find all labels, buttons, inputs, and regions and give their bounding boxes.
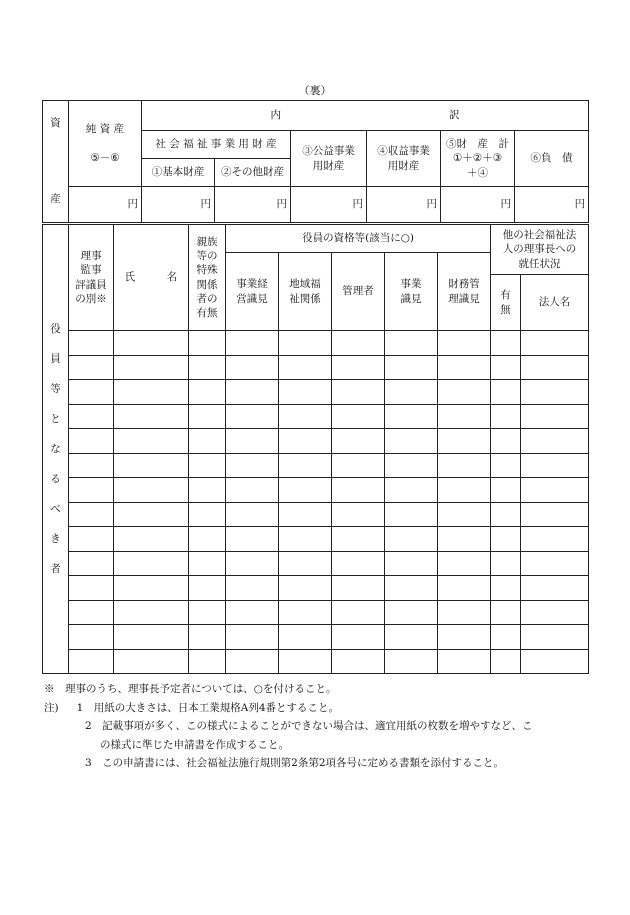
table-row (43, 404, 589, 429)
qualification-cell[interactable] (226, 453, 279, 478)
has-cell[interactable] (491, 404, 521, 429)
corp-name-cell[interactable] (521, 625, 589, 650)
relation-cell[interactable] (189, 404, 226, 429)
other-property-header: ②その他財産 (215, 159, 291, 187)
qualification-cell[interactable] (332, 380, 385, 405)
officers-side-label: 役 員 等 と な る べ き 者 (43, 225, 69, 674)
name-header: 氏 名 (114, 225, 189, 331)
qualification-header: 役員の資格等(該当に○) (226, 225, 491, 253)
qualification-cell[interactable] (438, 429, 491, 454)
name-cell[interactable] (114, 331, 189, 356)
qualification-cell[interactable] (226, 649, 279, 674)
total-property-header: ⑤財 産 計 ①＋②＋③ ＋④ (441, 131, 515, 187)
officer-table (42, 224, 589, 674)
table-row (43, 625, 589, 650)
role-cell[interactable] (69, 551, 114, 576)
relation-cell[interactable] (189, 576, 226, 601)
table-row (43, 331, 589, 356)
basic-property-header: ①基本財産 (142, 159, 215, 187)
qualification-cell[interactable] (438, 649, 491, 674)
net-assets-header: 純 資 産 ⑤－⑥ (69, 101, 142, 187)
qualification-cell[interactable] (332, 551, 385, 576)
qualification-cell[interactable] (385, 478, 438, 503)
qualification-cell[interactable] (226, 331, 279, 356)
corp-name-cell[interactable] (521, 600, 589, 625)
corp-name-cell[interactable] (521, 502, 589, 527)
qualification-cell[interactable] (332, 600, 385, 625)
qualification-cell[interactable] (279, 600, 332, 625)
has-cell[interactable] (491, 551, 521, 576)
relation-cell[interactable] (189, 502, 226, 527)
qualification-cell[interactable] (226, 625, 279, 650)
qualification-cell[interactable] (438, 355, 491, 380)
assets-side-label: 資 産 (43, 101, 69, 223)
role-cell[interactable] (69, 331, 114, 356)
has-cell[interactable] (491, 576, 521, 601)
table-row (43, 478, 589, 503)
has-cell[interactable] (491, 331, 521, 356)
yen-cell[interactable]: 円 (367, 187, 441, 223)
liabilities-header: ⑥負 債 (515, 131, 589, 187)
role-cell[interactable] (69, 404, 114, 429)
breakdown-header: 内 訳 (142, 101, 589, 131)
qualification-cell[interactable] (385, 429, 438, 454)
qualification-cell[interactable] (279, 355, 332, 380)
qualification-cell[interactable] (279, 331, 332, 356)
role-cell[interactable] (69, 625, 114, 650)
role-cell[interactable] (69, 527, 114, 552)
qualification-cell[interactable] (332, 355, 385, 380)
notes (44, 680, 604, 773)
corp-name-cell[interactable] (521, 404, 589, 429)
qualification-cell[interactable] (332, 625, 385, 650)
qualification-cell[interactable] (438, 380, 491, 405)
qualification-cell[interactable] (279, 404, 332, 429)
relation-cell[interactable] (189, 331, 226, 356)
role-cell[interactable] (69, 380, 114, 405)
qualification-cell[interactable] (332, 576, 385, 601)
qualification-cell[interactable] (332, 478, 385, 503)
name-cell[interactable] (114, 404, 189, 429)
relation-cell[interactable] (189, 600, 226, 625)
table-row (43, 502, 589, 527)
has-cell[interactable] (491, 453, 521, 478)
qualification-cell[interactable] (385, 355, 438, 380)
corp-name-cell[interactable] (521, 527, 589, 552)
qualification-cell[interactable] (226, 404, 279, 429)
qualification-cell[interactable] (438, 551, 491, 576)
yen-cell[interactable]: 円 (215, 187, 291, 223)
qualification-cell[interactable] (385, 576, 438, 601)
note-prefix: 注) (44, 701, 59, 714)
corp-name-cell[interactable] (521, 576, 589, 601)
role-cell[interactable] (69, 478, 114, 503)
has-cell[interactable] (491, 355, 521, 380)
qualification-financial-management: 財務管 理識見 (438, 253, 491, 331)
name-cell[interactable] (114, 453, 189, 478)
relation-cell[interactable] (189, 649, 226, 674)
qualification-cell[interactable] (279, 380, 332, 405)
qualification-cell[interactable] (332, 502, 385, 527)
name-cell[interactable] (114, 551, 189, 576)
has-cell[interactable] (491, 429, 521, 454)
yen-cell[interactable]: 円 (69, 187, 142, 223)
role-cell[interactable] (69, 649, 114, 674)
corp-name-cell[interactable] (521, 478, 589, 503)
qualification-cell[interactable] (438, 331, 491, 356)
has-header: 有 無 (491, 275, 521, 331)
welfare-property-header: 社 会 福 祉 事 業 用 財 産 (142, 131, 291, 159)
note-2: 2 記載事項が多く、この様式によることができない場合は、適宜用紙の枚数を増やすなど、こ (85, 720, 533, 732)
corp-name-cell[interactable] (521, 331, 589, 356)
role-cell[interactable] (69, 600, 114, 625)
name-cell[interactable] (114, 625, 189, 650)
table-row (43, 576, 589, 601)
has-cell[interactable] (491, 527, 521, 552)
relation-cell[interactable] (189, 355, 226, 380)
qualification-cell[interactable] (385, 404, 438, 429)
corp-name-cell[interactable] (521, 429, 589, 454)
page-title: （裏） (298, 84, 332, 97)
yen-cell[interactable]: 円 (441, 187, 515, 223)
relation-header: 親族 等の 特殊 関係 者の 有無 (189, 225, 226, 331)
qualification-cell[interactable] (385, 649, 438, 674)
qualification-cell[interactable] (438, 600, 491, 625)
qualification-cell[interactable] (438, 625, 491, 650)
corp-name-cell[interactable] (521, 453, 589, 478)
qualification-cell[interactable] (279, 576, 332, 601)
has-cell[interactable] (491, 380, 521, 405)
qualification-cell[interactable] (438, 527, 491, 552)
qualification-cell[interactable] (385, 502, 438, 527)
qualification-cell[interactable] (438, 502, 491, 527)
corp-name-header: 法人名 (521, 275, 589, 331)
qualification-cell[interactable] (438, 478, 491, 503)
qualification-cell[interactable] (279, 625, 332, 650)
name-cell[interactable] (114, 649, 189, 674)
relation-cell[interactable] (189, 453, 226, 478)
table-row (43, 380, 589, 405)
name-cell[interactable] (114, 600, 189, 625)
asset-table (42, 100, 589, 223)
name-cell[interactable] (114, 478, 189, 503)
qualification-cell[interactable] (279, 478, 332, 503)
qualification-cell[interactable] (332, 404, 385, 429)
qualification-cell[interactable] (385, 625, 438, 650)
note-1: 注) 1 用紙の大きさは、日本工業規格A列4番とすること。 (44, 701, 340, 714)
corp-name-cell[interactable] (521, 551, 589, 576)
corp-name-cell[interactable] (521, 380, 589, 405)
qualification-cell[interactable] (385, 527, 438, 552)
note-asterisk: ※ 理事のうち、理事長予定者については、○を付けること。 (44, 683, 337, 695)
qualification-cell[interactable] (385, 453, 438, 478)
corp-name-cell[interactable] (521, 355, 589, 380)
table-row (43, 355, 589, 380)
name-cell[interactable] (114, 527, 189, 552)
qualification-business-insight: 事業 識見 (385, 253, 438, 331)
qualification-cell[interactable] (438, 453, 491, 478)
corp-name-cell[interactable] (521, 649, 589, 674)
qualification-cell[interactable] (226, 576, 279, 601)
qualification-cell[interactable] (226, 551, 279, 576)
role-cell[interactable] (69, 453, 114, 478)
relation-cell[interactable] (189, 380, 226, 405)
qualification-cell[interactable] (385, 551, 438, 576)
qualification-cell[interactable] (226, 355, 279, 380)
qualification-cell[interactable] (226, 478, 279, 503)
has-cell[interactable] (491, 478, 521, 503)
qualification-cell[interactable] (385, 331, 438, 356)
qualification-cell[interactable] (226, 527, 279, 552)
name-cell[interactable] (114, 429, 189, 454)
role-header: 理事 監事 評議員 の別※ (69, 225, 114, 331)
qualification-cell[interactable] (332, 649, 385, 674)
qualification-community-welfare: 地域福 祉関係 (279, 253, 332, 331)
qualification-cell[interactable] (332, 429, 385, 454)
qualification-manager: 管理者 (332, 253, 385, 331)
qualification-cell[interactable] (226, 380, 279, 405)
qualification-cell[interactable] (279, 453, 332, 478)
qualification-cell[interactable] (226, 502, 279, 527)
name-cell[interactable] (114, 380, 189, 405)
qualification-cell[interactable] (279, 527, 332, 552)
qualification-cell[interactable] (332, 453, 385, 478)
qualification-cell[interactable] (332, 331, 385, 356)
qualification-cell[interactable] (279, 649, 332, 674)
table-row (43, 429, 589, 454)
public-property-header: ③公益事業 用財産 (291, 131, 367, 187)
has-cell[interactable] (491, 502, 521, 527)
table-row (43, 453, 589, 478)
relation-cell[interactable] (189, 527, 226, 552)
qualification-cell[interactable] (226, 600, 279, 625)
yen-cell[interactable]: 円 (291, 187, 367, 223)
relation-cell[interactable] (189, 625, 226, 650)
yen-cell[interactable]: 円 (515, 187, 589, 223)
qualification-cell[interactable] (438, 404, 491, 429)
table-row (43, 551, 589, 576)
name-cell[interactable] (114, 502, 189, 527)
relation-cell[interactable] (189, 551, 226, 576)
table-row (43, 600, 589, 625)
role-cell[interactable] (69, 502, 114, 527)
qualification-cell[interactable] (279, 429, 332, 454)
note-2-continued: の様式に準じた申請書を作成すること。 (100, 738, 289, 751)
table-row (43, 527, 589, 552)
profit-property-header: ④収益事業 用財産 (367, 131, 441, 187)
has-cell[interactable] (491, 600, 521, 625)
role-cell[interactable] (69, 355, 114, 380)
has-cell[interactable] (491, 625, 521, 650)
qualification-cell[interactable] (279, 502, 332, 527)
has-cell[interactable] (491, 649, 521, 674)
table-row (43, 649, 589, 674)
qualification-business-management: 事業経 営識見 (226, 253, 279, 331)
qualification-cell[interactable] (279, 551, 332, 576)
qualification-cell[interactable] (438, 576, 491, 601)
name-cell[interactable] (114, 355, 189, 380)
other-corp-header: 他の社会福祉法 人の理事長への 就任状況 (491, 225, 589, 275)
yen-cell[interactable]: 円 (142, 187, 215, 223)
relation-cell[interactable] (189, 429, 226, 454)
qualification-cell[interactable] (385, 600, 438, 625)
relation-cell[interactable] (189, 478, 226, 503)
role-cell[interactable] (69, 429, 114, 454)
qualification-cell[interactable] (332, 527, 385, 552)
qualification-cell[interactable] (385, 380, 438, 405)
note-3: 3 この申請書には、社会福祉法施行規則第2条第2項各号に定める書類を添付すること。 (85, 757, 505, 769)
role-cell[interactable] (69, 576, 114, 601)
qualification-cell[interactable] (226, 429, 279, 454)
name-cell[interactable] (114, 576, 189, 601)
